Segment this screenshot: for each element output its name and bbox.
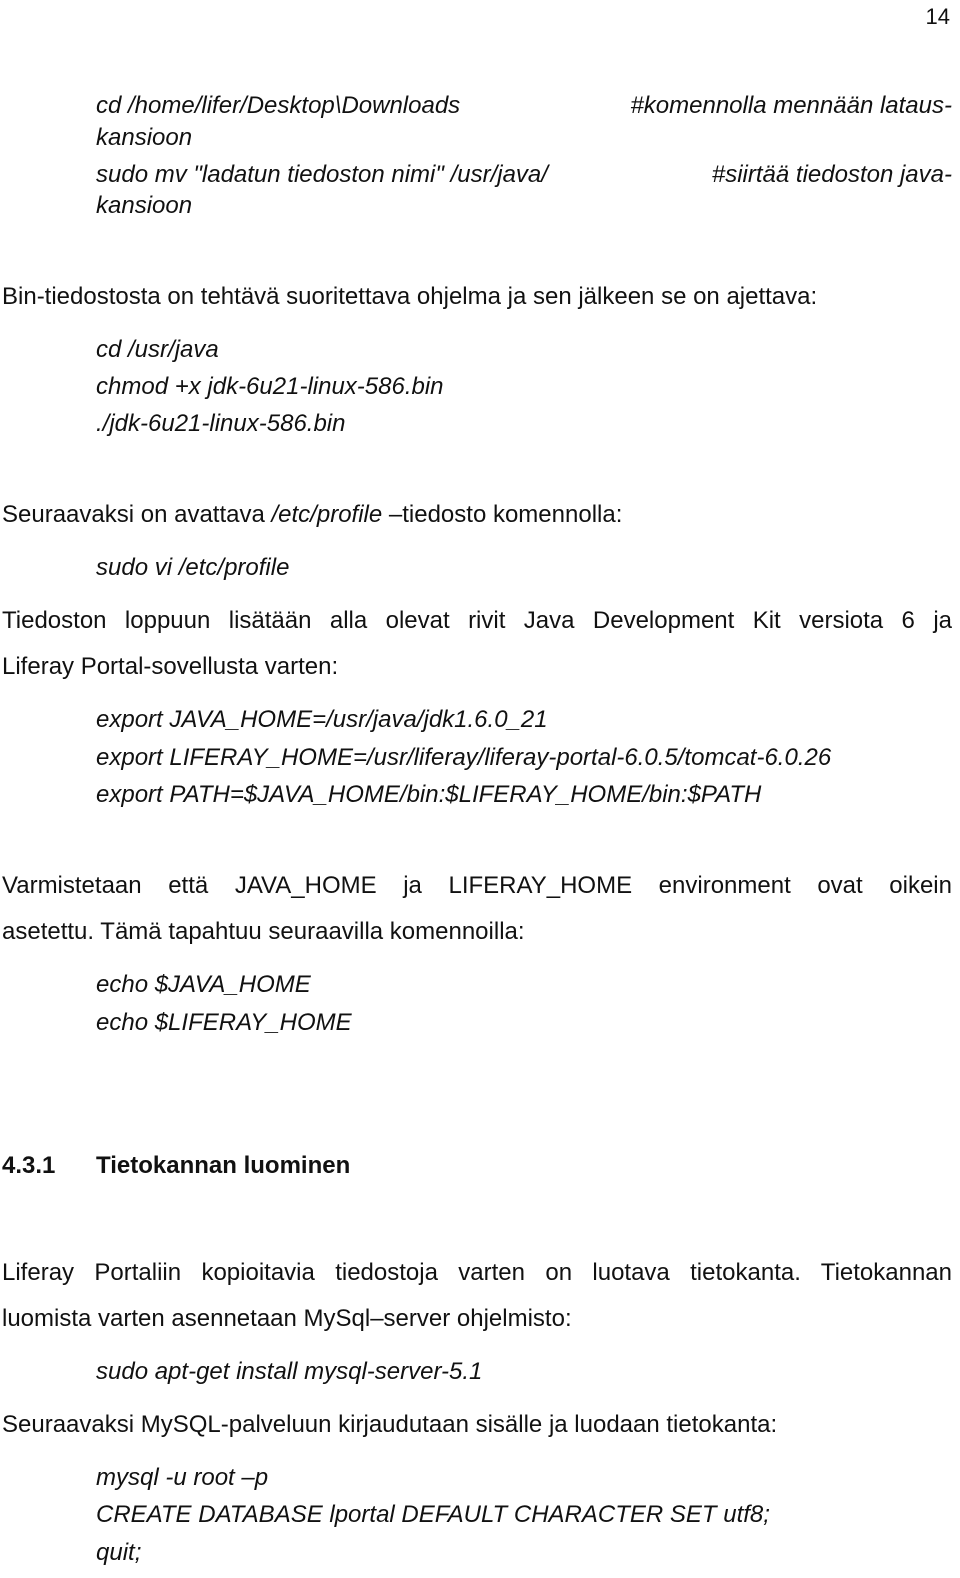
db-paragraph-line: Liferay Portaliin kopioitavia tiedostoja varten on luotava tietokanta. Tietokannan — [2, 1259, 952, 1286]
login-paragraph: Seuraavaksi MySQL-palveluun kirjaudutaan sisälle ja luodaan tietokanta: — [2, 1411, 778, 1438]
echo-line: echo $LIFERAY_HOME — [96, 1009, 352, 1036]
db-paragraph-line: luomista varten asennetaan MySql–server ohjelmisto: — [2, 1305, 572, 1332]
export-line: export LIFERAY_HOME=/usr/liferay/liferay-portal-6.0.5/tomcat-6.0.26 — [96, 744, 832, 771]
bin-command: ./jdk-6u21-linux-586.bin — [96, 410, 346, 437]
append-paragraph-line: Tiedoston loppuun lisätään alla olevat rivit Java Development Kit versiota 6 ja — [2, 607, 952, 634]
cd-downloads-command: cd /home/lifer/Desktop\Downloads — [96, 92, 461, 119]
mysql-line: quit; — [96, 1539, 142, 1566]
bin-command: cd /usr/java — [96, 336, 219, 363]
page-number: 14 — [925, 4, 950, 29]
mv-comment-cont: kansioon — [96, 192, 193, 219]
append-paragraph-line: Liferay Portal-sovellusta varten: — [2, 653, 339, 680]
mv-command: sudo mv "ladatun tiedoston nimi" /usr/java/ — [96, 161, 548, 188]
verify-paragraph-line: Varmistetaan että JAVA_HOME ja LIFERAY_HOME environment ovat oikein — [2, 872, 952, 899]
export-line: export JAVA_HOME=/usr/java/jdk1.6.0_21 — [96, 706, 548, 733]
section-number: 4.3.1 — [2, 1152, 56, 1179]
profile-paragraph-after: –tiedosto komennolla: — [382, 501, 623, 528]
mv-comment: #siirtää tiedoston java- — [711, 161, 952, 188]
profile-filename: /etc/profile — [271, 501, 383, 528]
mysql-line: mysql -u root –p — [96, 1464, 269, 1491]
echo-line: echo $JAVA_HOME — [96, 971, 311, 998]
mysql-line: CREATE DATABASE lportal DEFAULT CHARACTER SET utf8; — [96, 1501, 770, 1528]
profile-paragraph-before: Seuraavaksi on avattava — [2, 501, 272, 528]
bin-command: chmod +x jdk-6u21-linux-586.bin — [96, 373, 444, 400]
profile-paragraph — [2, 503, 622, 527]
profile-command: sudo vi /etc/profile — [96, 554, 290, 581]
cd-downloads-comment: #komennolla mennään lataus- — [630, 92, 952, 119]
bin-paragraph: Bin-tiedostosta on tehtävä suoritettava ohjelma ja sen jälkeen se on ajettava: — [2, 283, 818, 310]
cd-downloads-comment-cont: kansioon — [96, 124, 193, 151]
install-command: sudo apt-get install mysql-server-5.1 — [96, 1358, 483, 1385]
export-line: export PATH=$JAVA_HOME/bin:$LIFERAY_HOME/bin:$PATH — [96, 781, 762, 808]
section-title: Tietokannan luominen — [96, 1152, 351, 1179]
verify-paragraph-line: asetettu. Tämä tapahtuu seuraavilla komennoilla: — [2, 918, 525, 945]
